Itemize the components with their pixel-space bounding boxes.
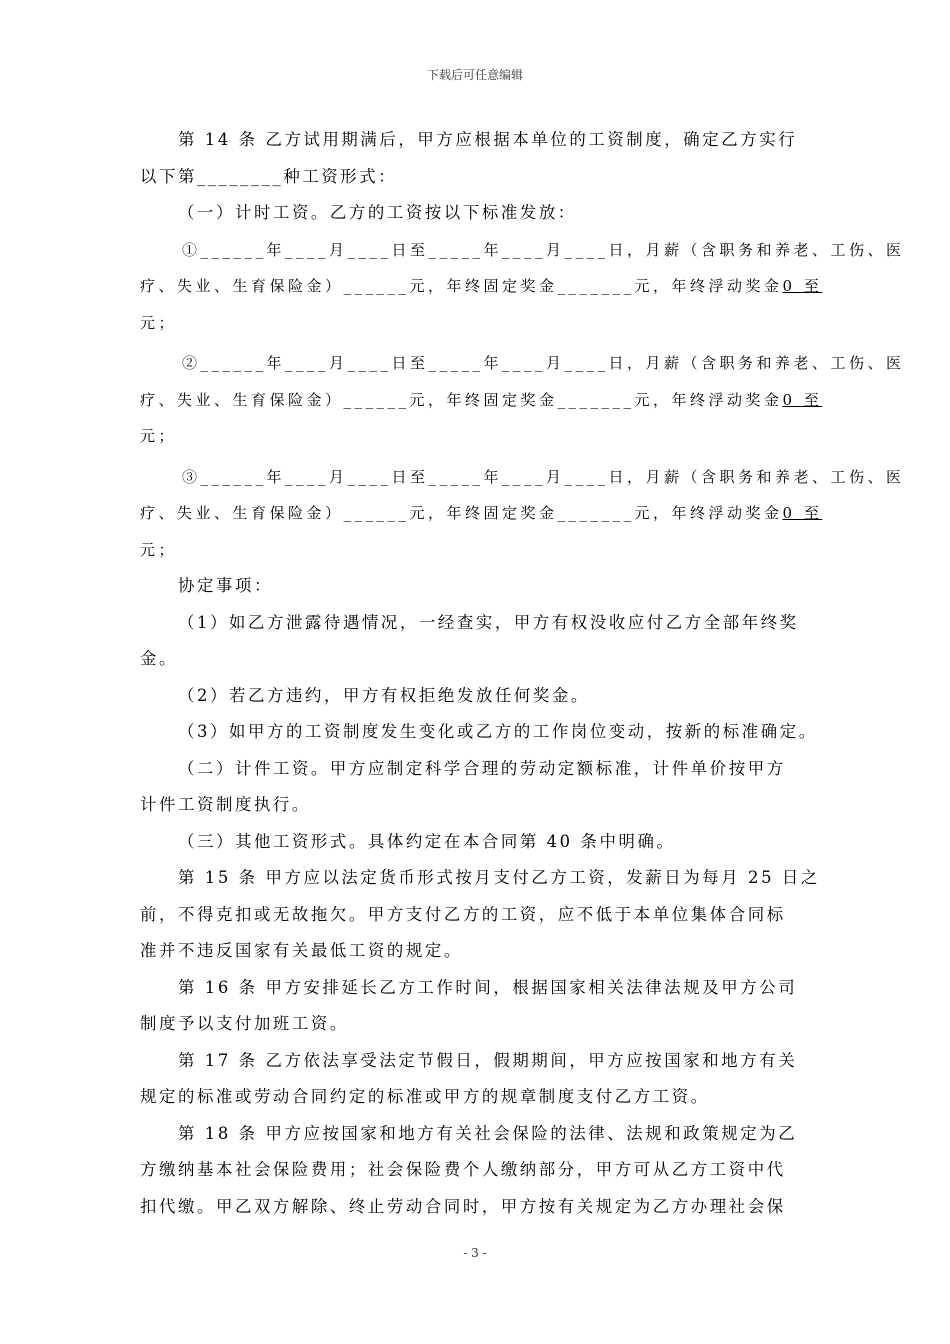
article-15-line-3: 准并不违反国家有关最低工资的规定。 — [140, 941, 463, 960]
article-15-line-1: 第 15 条 甲方应以法定货币形式按月支付乙方工资，发薪日为每月 25 日之 — [178, 868, 820, 887]
wage-period-3-line-3: 元； — [140, 540, 178, 559]
wage-period-3-range: 0 至 — [782, 504, 823, 522]
article-14-line-1: 第 14 条 乙方试用期满后，甲方应根据本单位的工资制度，确定乙方实行 — [178, 130, 798, 149]
agreement-item-2: （2）若乙方违约，甲方有权拒绝发放任何奖金。 — [178, 685, 590, 705]
article-18-line-1: 第 18 条 甲方应按国家和地方有关社会保险的法律、法规和政策规定为乙 — [178, 1123, 798, 1143]
article-16-line-1: 第 16 条 甲方安排延长乙方工作时间，根据国家相关法律法规及甲方公司 — [178, 977, 798, 997]
other-wage-forms: （三）其他工资形式。具体约定在本合同第 40 条中明确。 — [178, 831, 676, 851]
piece-wage-line-2: 计件工资制度执行。 — [140, 795, 311, 814]
wage-period-1-line-2 — [140, 268, 823, 305]
wage-period-3-text: 疗、失业、生育保险金）______元，年终固定奖金_______元，年终浮动奖金 — [140, 504, 783, 522]
wage-period-2-text: 疗、失业、生育保险金）______元，年终固定奖金_______元，年终浮动奖金 — [140, 390, 783, 409]
article-17-line-1: 第 17 条 乙方依法享受法定节假日，假期期间，甲方应按国家和地方有关 — [178, 1050, 798, 1070]
article-15-line-2: 前，不得克扣或无故拖欠。甲方支付乙方的工资，应不低于本单位集体合同标 — [140, 904, 786, 924]
wage-period-2-line-3: 元； — [140, 427, 178, 445]
agreement-item-3: （3）如甲方的工资制度发生变化或乙方的工作岗位变动，按新的标准确定。 — [178, 722, 818, 741]
wage-period-1-line-3: 元； — [140, 313, 178, 332]
wage-period-1-line-1: ①______年____月____日至_____年____月____日，月薪（含职务和养老、工伤、医 — [182, 240, 905, 259]
article-14-line-2: 以下第________种工资形式： — [140, 166, 398, 186]
article-18-line-2: 方缴纳基本社会保险费用；社会保险费个人缴纳部分，甲方可从乙方工资中代 — [140, 1160, 786, 1179]
agreement-item-1-line-1: （1）如乙方泄露待遇情况，一经查实，甲方有权没收应付乙方全部年终奖 — [178, 612, 799, 632]
wage-period-3-line-1: ③______年____月____日至_____年____月____日，月薪（含职务和养老、工伤、医 — [182, 467, 905, 486]
wage-period-3-line-2 — [140, 495, 823, 532]
page-header: 下载后可任意编辑 — [426, 68, 523, 82]
agreement-item-1-line-2: 金。 — [140, 649, 178, 668]
wage-period-2-range: 0 至 — [782, 390, 823, 409]
hourly-wage-heading: （一）计时工资。乙方的工资按以下标准发放： — [178, 203, 577, 222]
article-16-line-2: 制度予以支付加班工资。 — [140, 1014, 349, 1033]
wage-period-1-range: 0 至 — [782, 277, 823, 295]
piece-wage-line-1: （二）计件工资。甲方应制定科学合理的劳动定额标准，计件单价按甲方 — [178, 758, 786, 778]
agreement-items-heading: 协定事项： — [178, 576, 273, 595]
wage-period-2-line-1: ②______年____月____日至_____年____月____日，月薪（含职务和养老、工伤、医 — [182, 354, 905, 372]
wage-period-2-line-2 — [140, 382, 823, 419]
page-number: - 3 - — [463, 1246, 487, 1260]
article-17-line-2: 规定的标准或劳动合同约定的标准或甲方的规章制度支付乙方工资。 — [140, 1087, 710, 1106]
document-body — [140, 122, 905, 1225]
article-18-line-3: 扣代缴。甲乙双方解除、终止劳动合同时，甲方按有关规定为乙方办理社会保 — [140, 1196, 786, 1216]
wage-period-1-text: 疗、失业、生育保险金）______元，年终固定奖金_______元，年终浮动奖金 — [140, 277, 783, 295]
